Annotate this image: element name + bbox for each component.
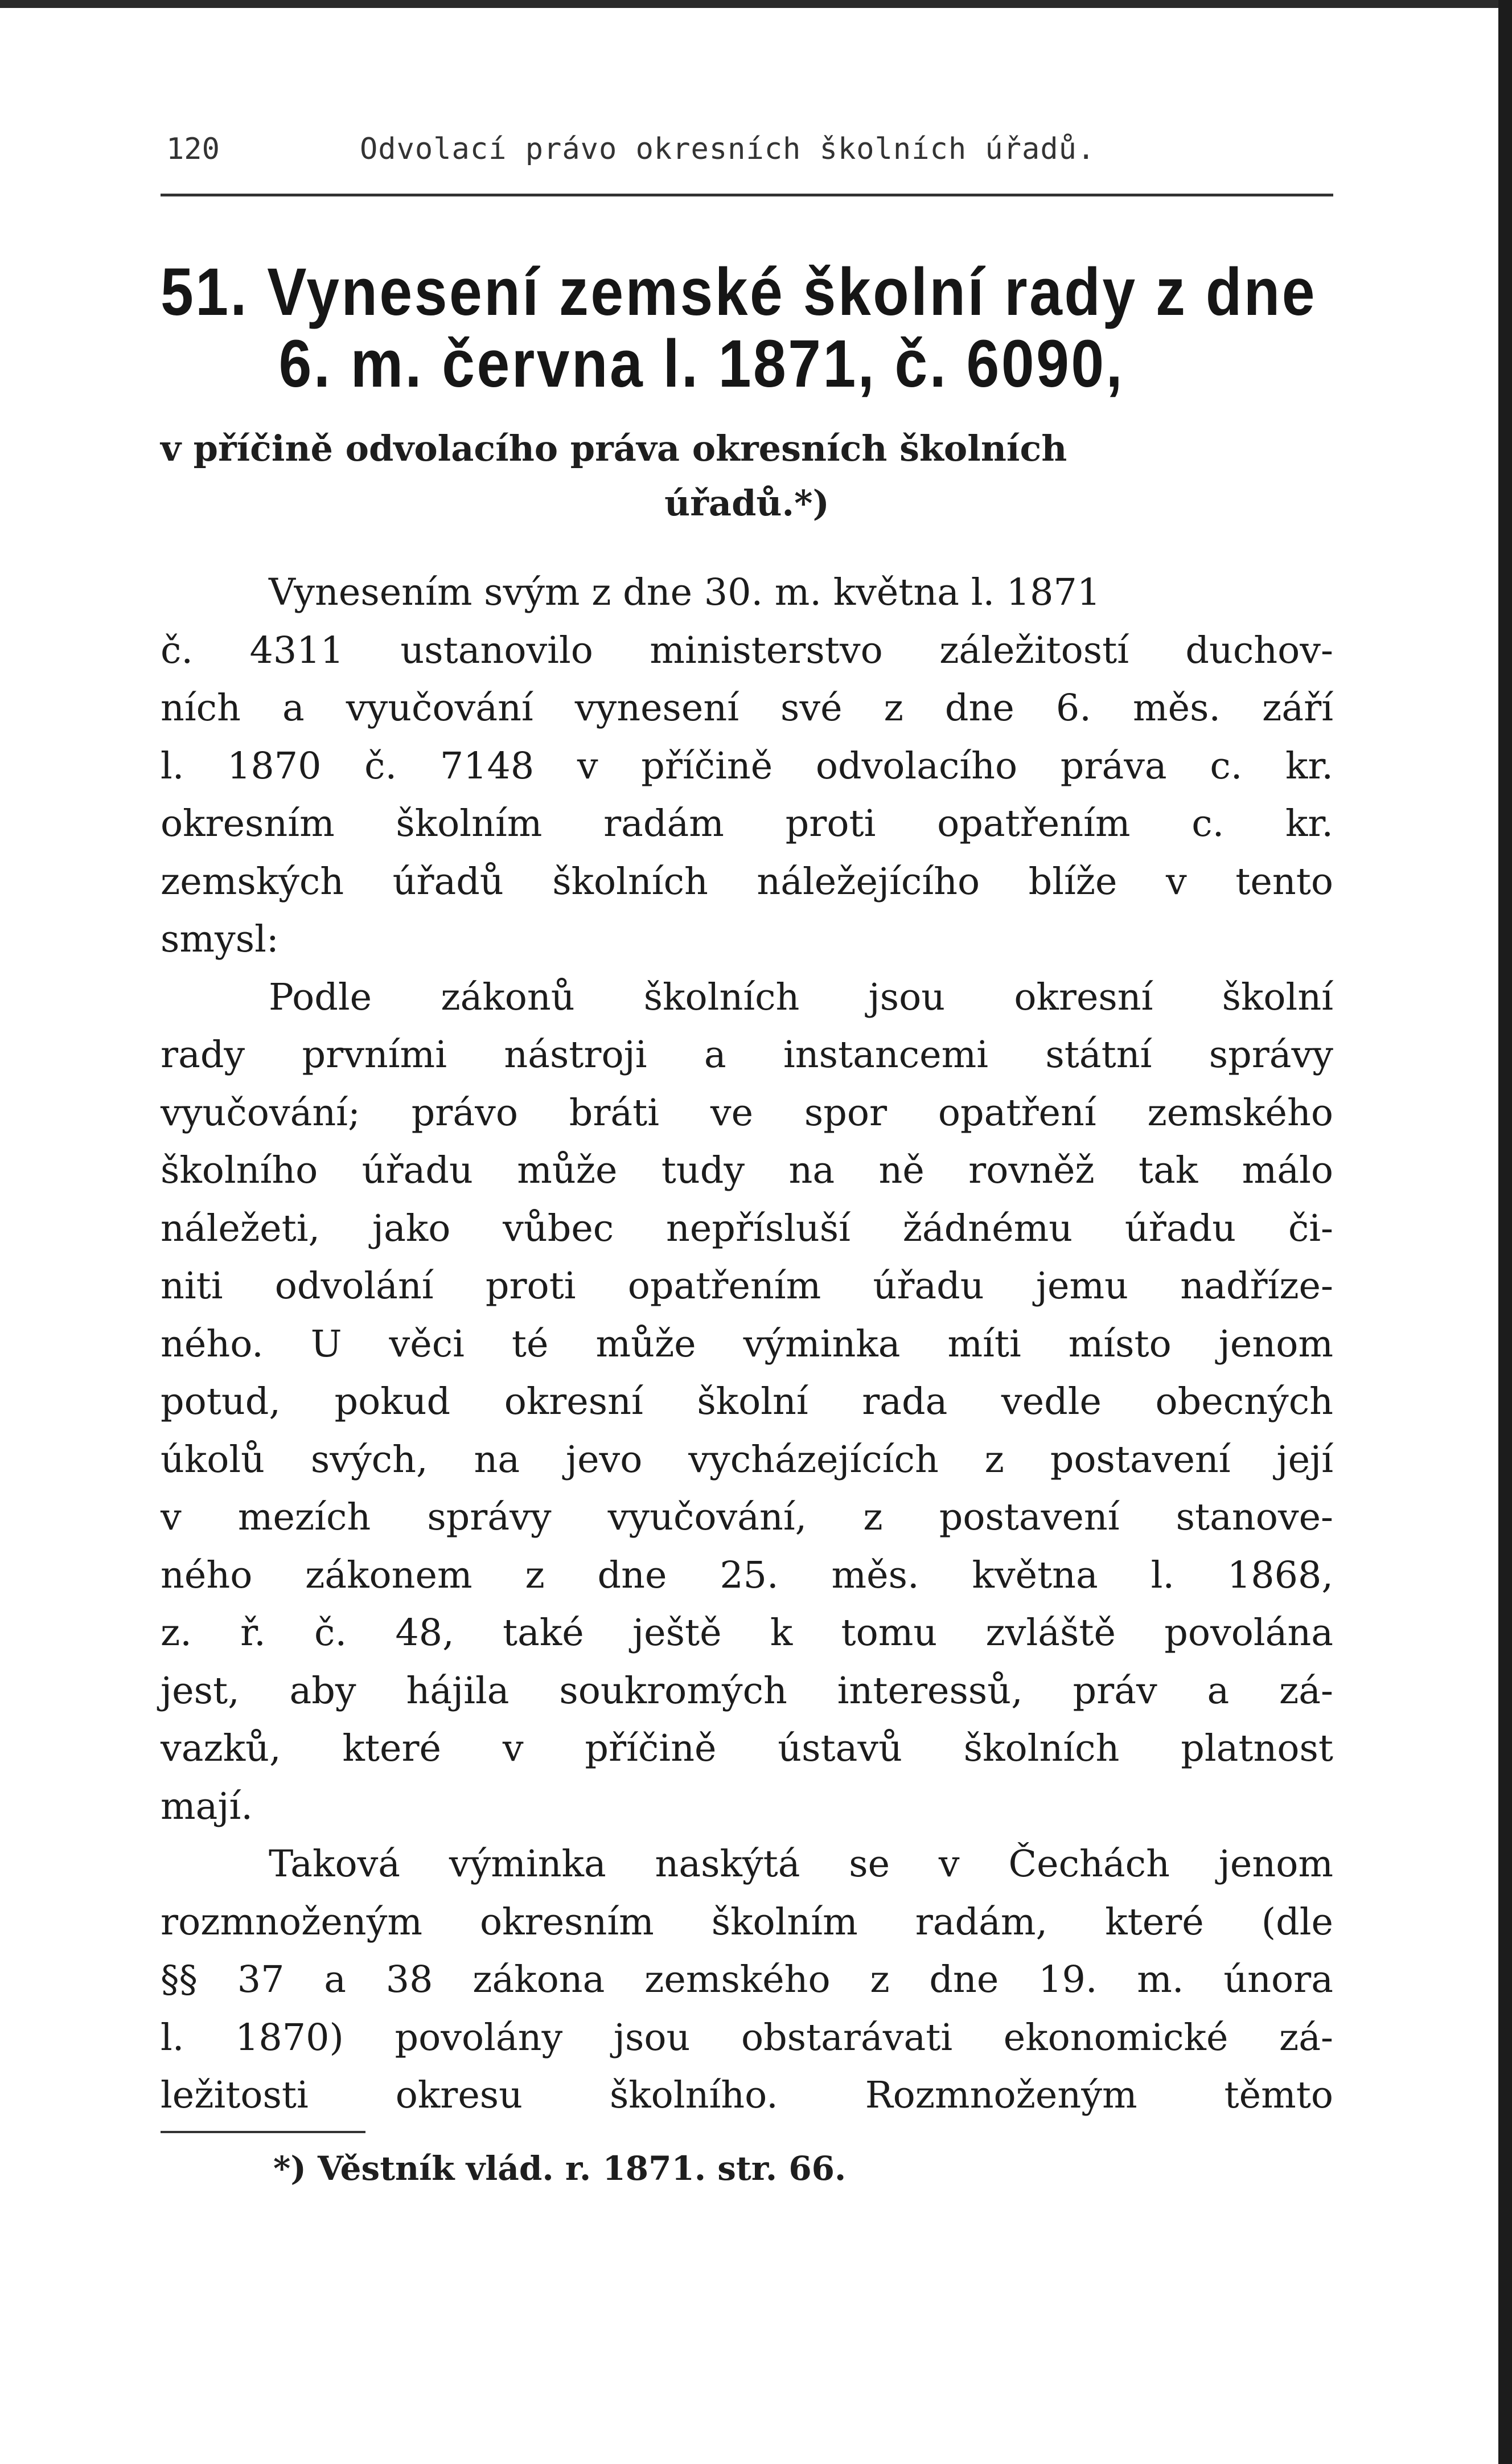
page-number: 120 bbox=[166, 132, 220, 166]
subtitle-line-1: v příčině odvolacího práva okresních školních bbox=[161, 428, 1067, 469]
section-title-line-1: 51. Vynesení zemské školní rady z dne bbox=[161, 255, 1317, 330]
scan-edge-top bbox=[0, 0, 1512, 8]
body-line: Taková výminka naskýtá se v Čechách jenom bbox=[269, 1843, 1333, 1885]
running-head bbox=[161, 132, 1333, 174]
body-line: l. 1870) povolány jsou obstarávati ekonomické zá- bbox=[161, 2016, 1333, 2059]
body-line: jest, aby hájila soukromých interessů, práv a zá- bbox=[161, 1669, 1333, 1712]
section-subtitle bbox=[161, 421, 1333, 531]
body-line: potud, pokud okresní školní rada vedle obecných bbox=[161, 1380, 1333, 1423]
body-line: smysl: bbox=[161, 918, 279, 961]
footnote-rule bbox=[161, 2131, 365, 2133]
body-line: školního úřadu může tudy na ně rovněž tak málo bbox=[161, 1149, 1333, 1192]
body-line: náležeti, jako vůbec nepřísluší žádnému úřadu či- bbox=[161, 1207, 1333, 1250]
body-line: l. 1870 č. 7148 v příčině odvolacího práva c. kr. bbox=[161, 744, 1333, 788]
body-line: §§ 37 a 38 zákona zemského z dne 19. m. února bbox=[161, 1958, 1333, 2001]
body-line: ních a vyučování vynesení své z dne 6. měs. září bbox=[161, 687, 1333, 729]
body-text bbox=[161, 564, 1333, 2125]
body-line: ležitosti okresu školního. Rozmnoženým těmto bbox=[161, 2074, 1333, 2117]
subtitle-line-2: úřadů.*) bbox=[664, 482, 829, 524]
body-line: ného. U věci té může výminka míti místo jenom bbox=[161, 1322, 1333, 1366]
body-line: rozmnoženým okresním školním radám, které (dle bbox=[161, 1900, 1333, 1944]
body-line: vazků, které v příčině ústavů školních platnost bbox=[161, 1727, 1333, 1770]
body-line: č. 4311 ustanovilo ministerstvo záležitostí duchov- bbox=[161, 629, 1333, 672]
section-title bbox=[161, 256, 1333, 400]
body-line: v mezích správy vyučování, z postavení stanove- bbox=[161, 1496, 1333, 1539]
body-line: ného zákonem z dne 25. měs. května l. 1868, bbox=[161, 1553, 1333, 1597]
body-line: vyučování; právo bráti ve spor opatření zemského bbox=[161, 1091, 1333, 1134]
header-rule bbox=[161, 194, 1333, 196]
body-line: zemských úřadů školních náležejícího blíže v tento bbox=[161, 860, 1333, 903]
body-line: mají. bbox=[161, 1785, 253, 1828]
body-line: Podle zákonů školních jsou okresní školní bbox=[269, 975, 1333, 1019]
body-line: z. ř. č. 48, také ještě k tomu zvláště povolána bbox=[161, 1612, 1333, 1654]
body-line: niti odvolání proti opatřením úřadu jemu nadříze- bbox=[161, 1265, 1333, 1307]
footnote: *) Věstník vlád. r. 1871. str. 66. bbox=[273, 2149, 847, 2188]
body-line: okresním školním radám proti opatřením c. kr. bbox=[161, 802, 1333, 845]
body-line: Vynesením svým z dne 30. m. května l. 1871 bbox=[269, 571, 1101, 614]
running-head-title: Odvolací právo okresních školních úřadů. bbox=[360, 132, 1096, 166]
section-title-line-2: 6. m. června l. 1871, č. 6090, bbox=[278, 326, 1125, 401]
body-line: úkolů svých, na jevo vycházejících z postavení její bbox=[161, 1438, 1333, 1481]
scan-edge-right bbox=[1498, 0, 1512, 2464]
body-line: rady prvními nástroji a instancemi státní správy bbox=[161, 1034, 1333, 1076]
